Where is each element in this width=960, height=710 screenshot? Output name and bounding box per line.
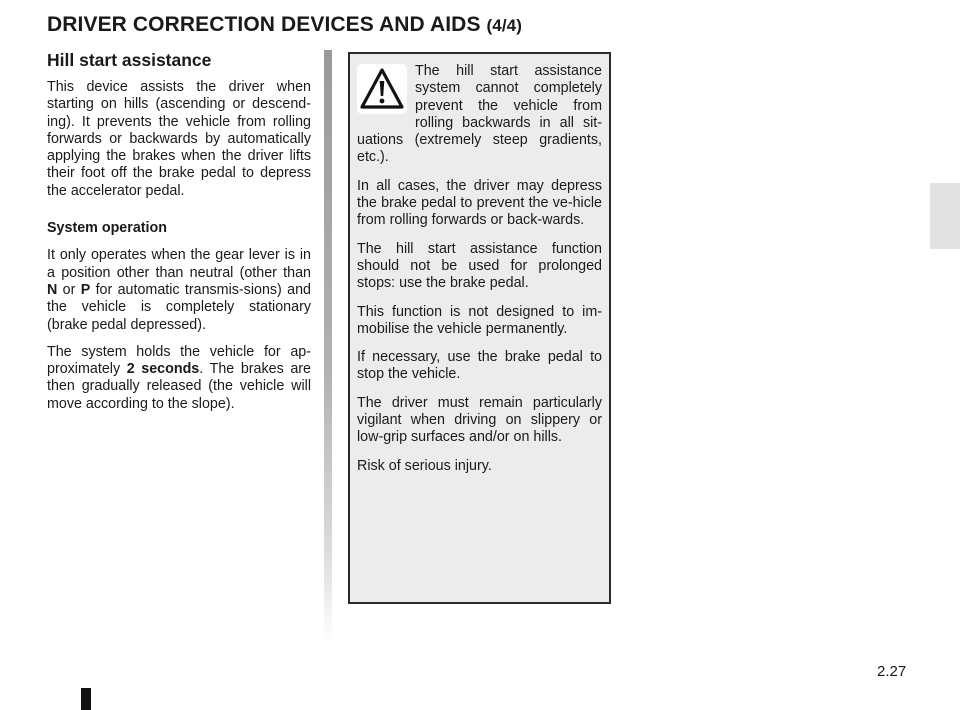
operation-text-b: for automatic transmis-sions) and the vehicle is completely stationary (brake pedal depressed). — [47, 281, 311, 333]
duration-label: 2 seconds — [126, 361, 200, 378]
operation-paragraph-1 — [47, 247, 311, 333]
warning-box — [348, 52, 611, 604]
page-title-part: (4/4) — [486, 16, 522, 35]
left-column — [47, 50, 311, 423]
page-corner-mark — [81, 688, 91, 710]
chapter-tab-marker — [930, 183, 960, 249]
warning-paragraph: Risk of serious injury. — [357, 457, 492, 474]
section-heading: Hill start assistance — [47, 50, 212, 70]
operation-text-a: It only operates when the gear lever is in a position other than neutral (other than — [47, 247, 311, 281]
warning-paragraph: This function is not designed to im-mobilise the vehicle permanently. — [357, 303, 602, 337]
system-operation-heading: System operation — [47, 220, 167, 237]
operation-text-c: The system holds the vehicle for ap-proximately — [47, 343, 311, 378]
operation-text-d: . The brakes are then gradually released (the vehicle will move according to the slope). — [47, 361, 311, 412]
gear-n-label: N — [47, 281, 58, 298]
warning-content — [350, 54, 609, 475]
page-title-text: DRIVER CORRECTION DEVICES AND AIDS — [47, 13, 481, 36]
gear-p-label: P — [80, 281, 91, 298]
warning-paragraph: The hill start assistance function should not be used for prolonged stops: use the brake pedal. — [357, 240, 602, 292]
operation-text-or: or — [57, 281, 81, 298]
warning-paragraph: If necessary, use the brake pedal to stop the vehicle. — [357, 349, 602, 383]
warning-paragraph: The driver must remain particularly vigilant when driving on slippery or low-grip surfaces and/or on hills. — [357, 394, 602, 446]
page-title — [47, 13, 522, 37]
page-number: 2.27 — [877, 663, 907, 680]
warning-triangle-icon — [357, 64, 407, 114]
column-divider — [324, 50, 332, 640]
warning-paragraph: The hill start assistance system cannot completely prevent the vehicle from rolling backwards in all sit-uations (extremely steep gradients, etc.). — [357, 63, 602, 166]
operation-paragraph-2 — [47, 344, 311, 413]
warning-paragraph: In all cases, the driver may depress the brake pedal to prevent the ve-hicle from rolling forwards or back-wards. — [357, 177, 602, 229]
intro-paragraph: This device assists the driver when starting on hills (ascending or descend-ing). It prevents the vehicle from rolling forwards or backwards by automatically applying the brakes when the driver lifts their foot off the brake pedal to depress the accelerator pedal. — [47, 79, 311, 199]
